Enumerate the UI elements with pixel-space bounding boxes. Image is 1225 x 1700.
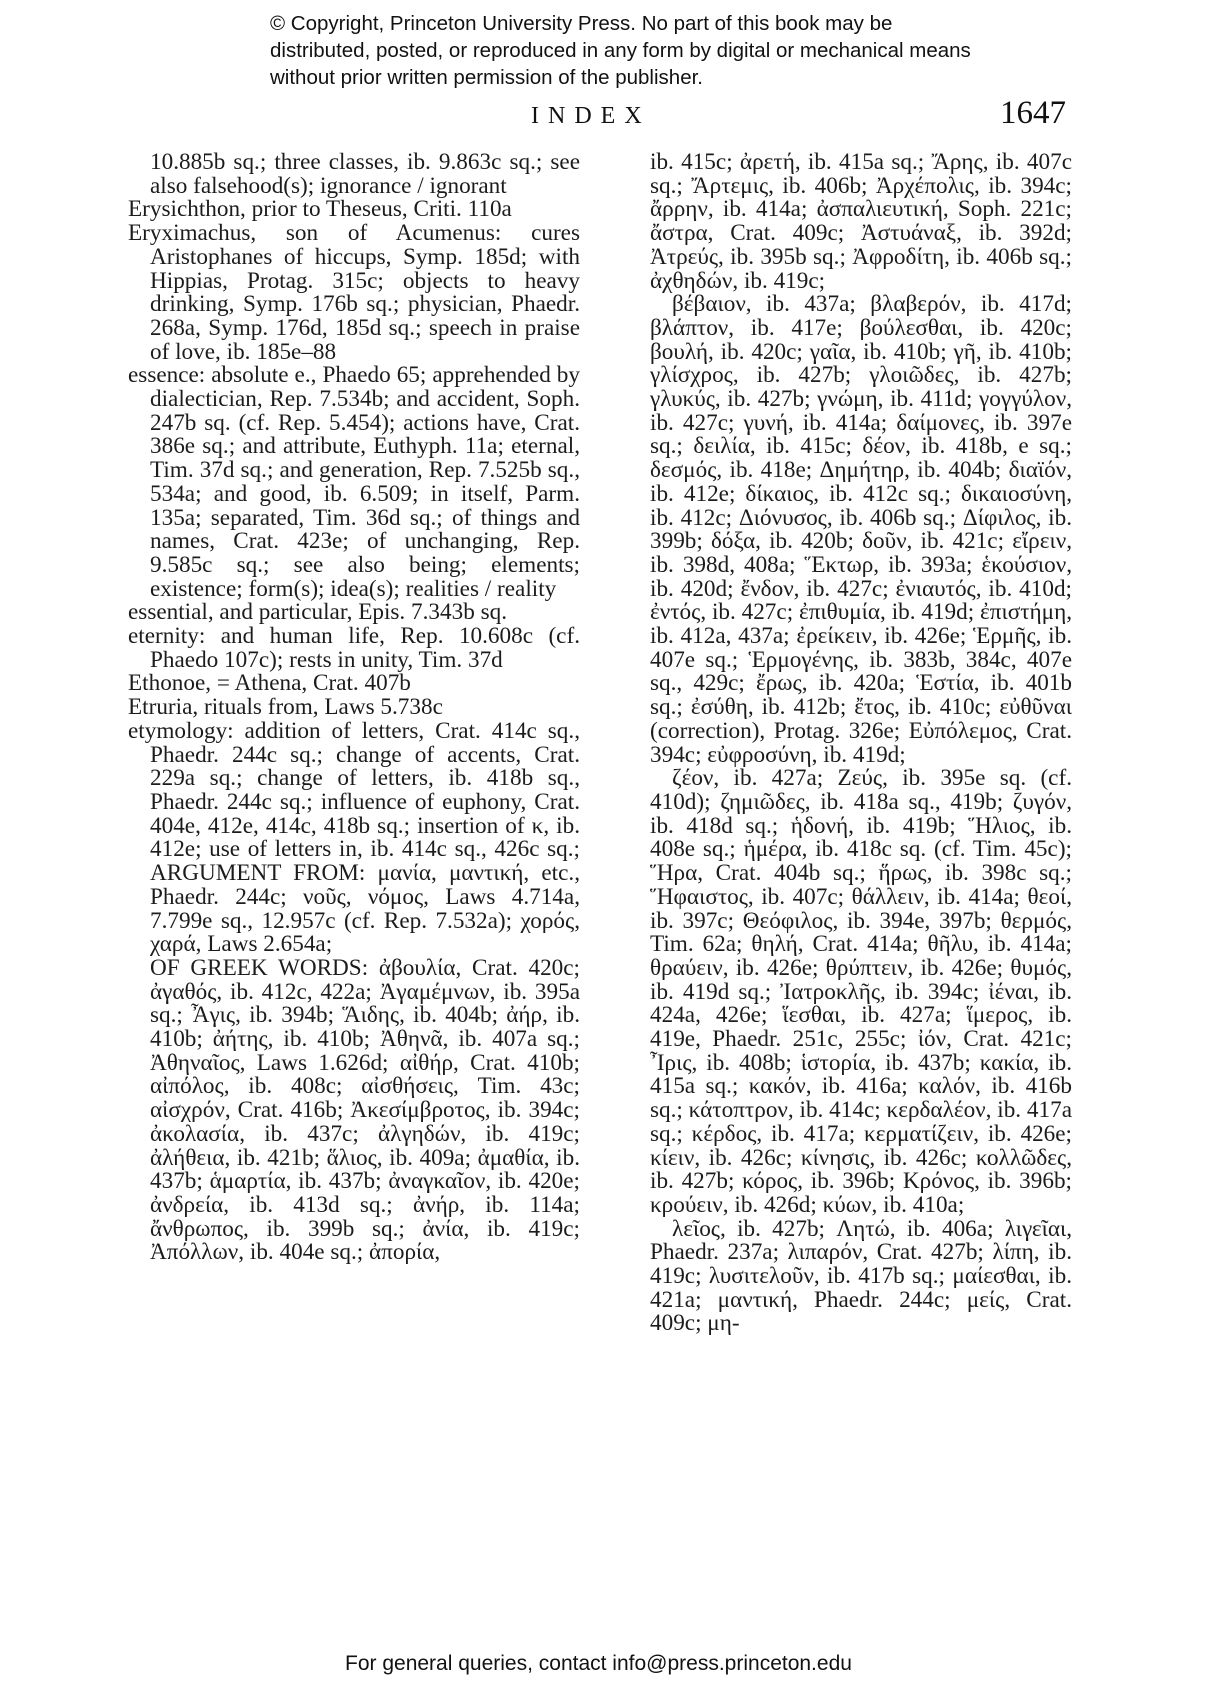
index-entry: essence: absolute e., Phaedo 65; apprehended by dialectician, Rep. 7.534b; and accident, Soph. 247b sq. (cf. Rep. 5.454); actions have, Crat. 386e sq.; and attribute, Euthyph. 11a; eternal, Tim. 37d sq.; and generation, Rep. 7.525b sq., 534a; and good, ib. 6.509; in itself, Parm. 135a; separated, Tim. 36d sq.; of things and names, Crat. 423e; of unchanging, Rep. 9.585c sq.; see also being; elements; existence; form(s); idea(s); realities / reality: [128, 362, 580, 602]
index-entry: Erysichthon, prior to Theseus, Criti. 110a: [128, 196, 512, 223]
index-column-right: [650, 151, 1072, 1336]
index-paragraph: ib. 415c; ἀρετή, ib. 415a sq.; Ἄρης, ib. 407c sq.; Ἄρτεμις, ib. 406b; Ἀρχέπολις, ib. 394c; ἄρρην, ib. 414a; ἀσπαλιευτική, Soph. 221c; ἄστρα, Crat. 409c; Ἀστυάναξ, ib. 392d; Ἀτρεύς, ib. 395b sq.; Ἀφροδίτη, ib. 406b sq.; ἀχθηδών, ib. 419c;: [650, 149, 1072, 294]
index-entry: Eryximachus, son of Acumenus: cures Aristophanes of hiccups, Symp. 185d; with Hippias, Protag. 315c; objects to heavy drinking, Symp. 176b sq.; physician, Phaedr. 268a, Symp. 176d, 185d sq.; speech in praise of love, ib. 185e–88: [128, 220, 580, 365]
index-paragraph: βέβαιον, ib. 437a; βλαβερόν, ib. 417d; βλάπτον, ib. 417e; βούλεσθαι, ib. 420c; βουλή, ib. 420c; γαῖα, ib. 410b; γῆ, ib. 410b; γλίσχρος, ib. 427b; γλοιῶδες, ib. 427b; γλυκύς, ib. 427b; γνώμη, ib. 411d; γογγύλον, ib. 427c; γυνή, ib. 414a; δαίμονες, ib. 397e sq.; δειλία, ib. 415c; δέον, ib. 418b, e sq.; δεσμός, ib. 418e; Δημήτηρ, ib. 404b; διαϊόν, ib. 412e; δίκαιος, ib. 412c sq.; δικαιοσύνη, ib. 412c; Διόνυσος, ib. 406b sq.; Δίφιλος, ib. 399b; δόξα, ib. 420b; δοῦν, ib. 421c; εἴρειν, ib. 398d, 408a; Ἕκτωρ, ib. 393a; ἑκούσιον, ib. 420d; ἔνδον, ib. 427c; ἐνιαυτός, ib. 410d; ἐντός, ib. 427c; ἐπιθυμία, ib. 419d; ἐπιστήμη, ib. 412a, 437a; ἐρείκειν, ib. 426e; Ἑρμῆς, ib. 407e sq.; Ἑρμογένης, ib. 383b, 384c, 407e sq., 429c; ἔρως, ib. 420a; Ἑστία, ib. 401b sq.; ἐσύθη, ib. 412b; ἔτος, ib. 410c; εὐθῦναι (correction), Protag. 326e; Εὐπόλεμος, Crat. 394c; εὐφροσύνη, ib. 419d;: [650, 291, 1072, 768]
footer-contact: For general queries, contact info@press.princeton.edu: [345, 1652, 852, 1675]
index-column-left: [128, 151, 580, 1265]
index-entry: Etruria, rituals from, Laws 5.738c: [128, 694, 443, 721]
index-subentry: OF GREEK WORDS: ἀβουλία, Crat. 420c; ἀγαθός, ib. 412c, 422a; Ἀγαμέμνων, ib. 395a sq.; Ἆγις, ib. 394b; Ἅιδης, ib. 404b; ἀήρ, ib. 410b; ἀήτης, ib. 410b; Ἀθηνᾶ, ib. 407a sq.; Ἀθηναῖος, Laws 1.626d; αἰθήρ, Crat. 410b; αἰπόλος, ib. 408c; αἰσθήσεις, Tim. 43c; αἰσχρόν, Crat. 416b; Ἀκεσίμβροτος, ib. 394c; ἀκολασία, ib. 437c; ἀλγηδών, ib. 419c; ἀλήθεια, ib. 421b; ἅλιος, ib. 409a; ἀμαθία, ib. 437b; ἁμαρτία, ib. 437b; ἀναγκαῖον, ib. 420e; ἀνδρεία, ib. 413d sq.; ἀνήρ, ib. 114a; ἄνθρωπος, ib. 399b sq.; ἀνία, ib. 419c; Ἀπόλλων, ib. 404e sq.; ἀπορία,: [150, 954, 580, 1266]
index-entry: etymology: addition of letters, Crat. 414c sq., Phaedr. 244c sq.; change of accents, Crat. 229a sq.; change of letters, ib. 418b sq., Phaedr. 244c sq.; influence of euphony, Crat. 404e, 412e, 414c, 418b sq.; insertion of κ, ib. 412e; use of letters in, ib. 414c sq., 426c sq.; ARGUMENT FROM: μανία, μαντική, etc., Phaedr. 244c; νοῦς, νόμος, Laws 4.714a, 7.799e sq., 12.957c (cf. Rep. 7.532a); χορός, χαρά, Laws 2.654a;: [128, 717, 580, 958]
index-paragraph: ζέον, ib. 427a; Ζεύς, ib. 395e sq. (cf. 410d); ζημιῶδες, ib. 418a sq., 419b; ζυγόν, ib. 418d sq.; ἡδονή, ib. 419b; Ἥλιος, ib. 408e sq.; ἡμέρα, ib. 418c sq. (cf. Tim. 45c); Ἥρα, Crat. 404b sq.; ἥρως, ib. 398c sq.; Ἥφαιστος, ib. 407c; θάλλειν, ib. 414a; θεοί, ib. 397c; Θεόφιλος, ib. 394e, 397b; θερμός, Tim. 62a; θηλή, Crat. 414a; θῆλυ, ib. 414a; θραύειν, ib. 426e; θρύπτειν, ib. 426e; θυμός, ib. 419d sq.; Ἰατροκλῆς, ib. 394c; ἰέναι, ib. 424a, 426e; ἵεσθαι, ib. 427a; ἵμερος, ib. 419e, Phaedr. 251c, 255c; ἰόν, Crat. 421c; Ἶρις, ib. 408b; ἱστορία, ib. 437b; κακία, ib. 415a sq.; κακόν, ib. 416a; καλόν, ib. 416b sq.; κάτοπτρον, ib. 414c; κερδαλέον, ib. 417a sq.; κέρδος, ib. 417a; κερματίζειν, ib. 426e; κίειν, ib. 426c; κίνησις, ib. 426c; κολλῶδες, ib. 427b; κόρος, ib. 396b; Κρόνος, ib. 396b; κρούειν, ib. 426d; κύων, ib. 410a;: [650, 765, 1072, 1218]
page-number: 1647: [1000, 95, 1066, 131]
copyright-notice: © Copyright, Princeton University Press. No part of this book may be distributed, posted, or reproduced in any form by digital or mechanical means without prior written permission of the publisher.: [270, 12, 971, 89]
index-entry: Ethonoe, = Athena, Crat. 407b: [128, 670, 411, 697]
running-head: INDEX: [531, 103, 651, 129]
index-paragraph: λεῖος, ib. 427b; Λητώ, ib. 406a; λιγεῖαι, Phaedr. 237a; λιπαρόν, Crat. 427b; λίπη, ib. 419c; λυσιτελοῦν, ib. 417b sq.; μαίεσθαι, ib. 421a; μαντική, Phaedr. 244c; μείς, Crat. 409c; μη-: [650, 1215, 1072, 1337]
index-entry: essential, and particular, Epis. 7.343b sq.: [128, 599, 508, 626]
index-entry: 10.885b sq.; three classes, ib. 9.863c sq.; see also falsehood(s); ignorance / ignorant: [150, 149, 580, 199]
index-entry: eternity: and human life, Rep. 10.608c (cf. Phaedo 107c); rests in unity, Tim. 37d: [128, 623, 580, 673]
